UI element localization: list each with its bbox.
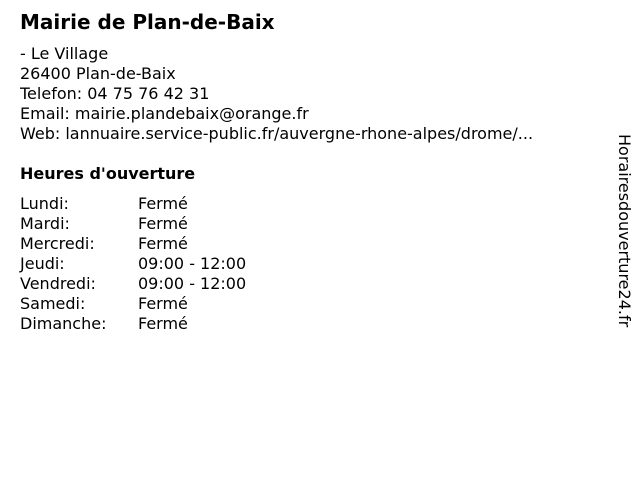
phone-number: Telefon: 04 75 76 42 31	[20, 84, 210, 103]
day-label: Lundi:	[20, 194, 69, 213]
hours-value: Fermé	[138, 214, 188, 233]
brand-watermark	[612, 134, 636, 374]
day-label: Jeudi:	[20, 254, 65, 273]
hours-row-wednesday	[20, 234, 600, 254]
day-label: Dimanche:	[20, 314, 107, 333]
day-label: Samedi:	[20, 294, 86, 313]
hours-row-monday	[20, 194, 600, 214]
website-link[interactable]: Web: lannuaire.service-public.fr/auvergne-rhone-alpes/drome/...	[20, 124, 534, 143]
hours-value: Fermé	[138, 314, 188, 333]
day-label: Mardi:	[20, 214, 70, 233]
page-title: Mairie de Plan-de-Baix	[20, 10, 275, 34]
hours-value: Fermé	[138, 194, 188, 213]
hours-table	[20, 194, 600, 334]
brand-text: Horairesdouverture24.fr	[615, 134, 634, 328]
day-label: Mercredi:	[20, 234, 95, 253]
email-address: Email: mairie.plandebaix@orange.fr	[20, 104, 309, 123]
address-block	[20, 44, 600, 144]
hours-heading: Heures d'ouverture	[20, 164, 196, 183]
street-address: - Le Village	[20, 44, 109, 63]
hours-row-saturday	[20, 294, 600, 314]
hours-value: 09:00 - 12:00	[138, 254, 247, 273]
day-label: Vendredi:	[20, 274, 96, 293]
hours-value: Fermé	[138, 294, 188, 313]
hours-row-friday	[20, 274, 600, 294]
hours-row-thursday	[20, 254, 600, 274]
listing-card	[20, 10, 600, 334]
hours-value: Fermé	[138, 234, 188, 253]
hours-value: 09:00 - 12:00	[138, 274, 247, 293]
city-postcode: 26400 Plan-de-Baix	[20, 64, 176, 83]
hours-row-tuesday	[20, 214, 600, 234]
hours-row-sunday	[20, 314, 600, 334]
